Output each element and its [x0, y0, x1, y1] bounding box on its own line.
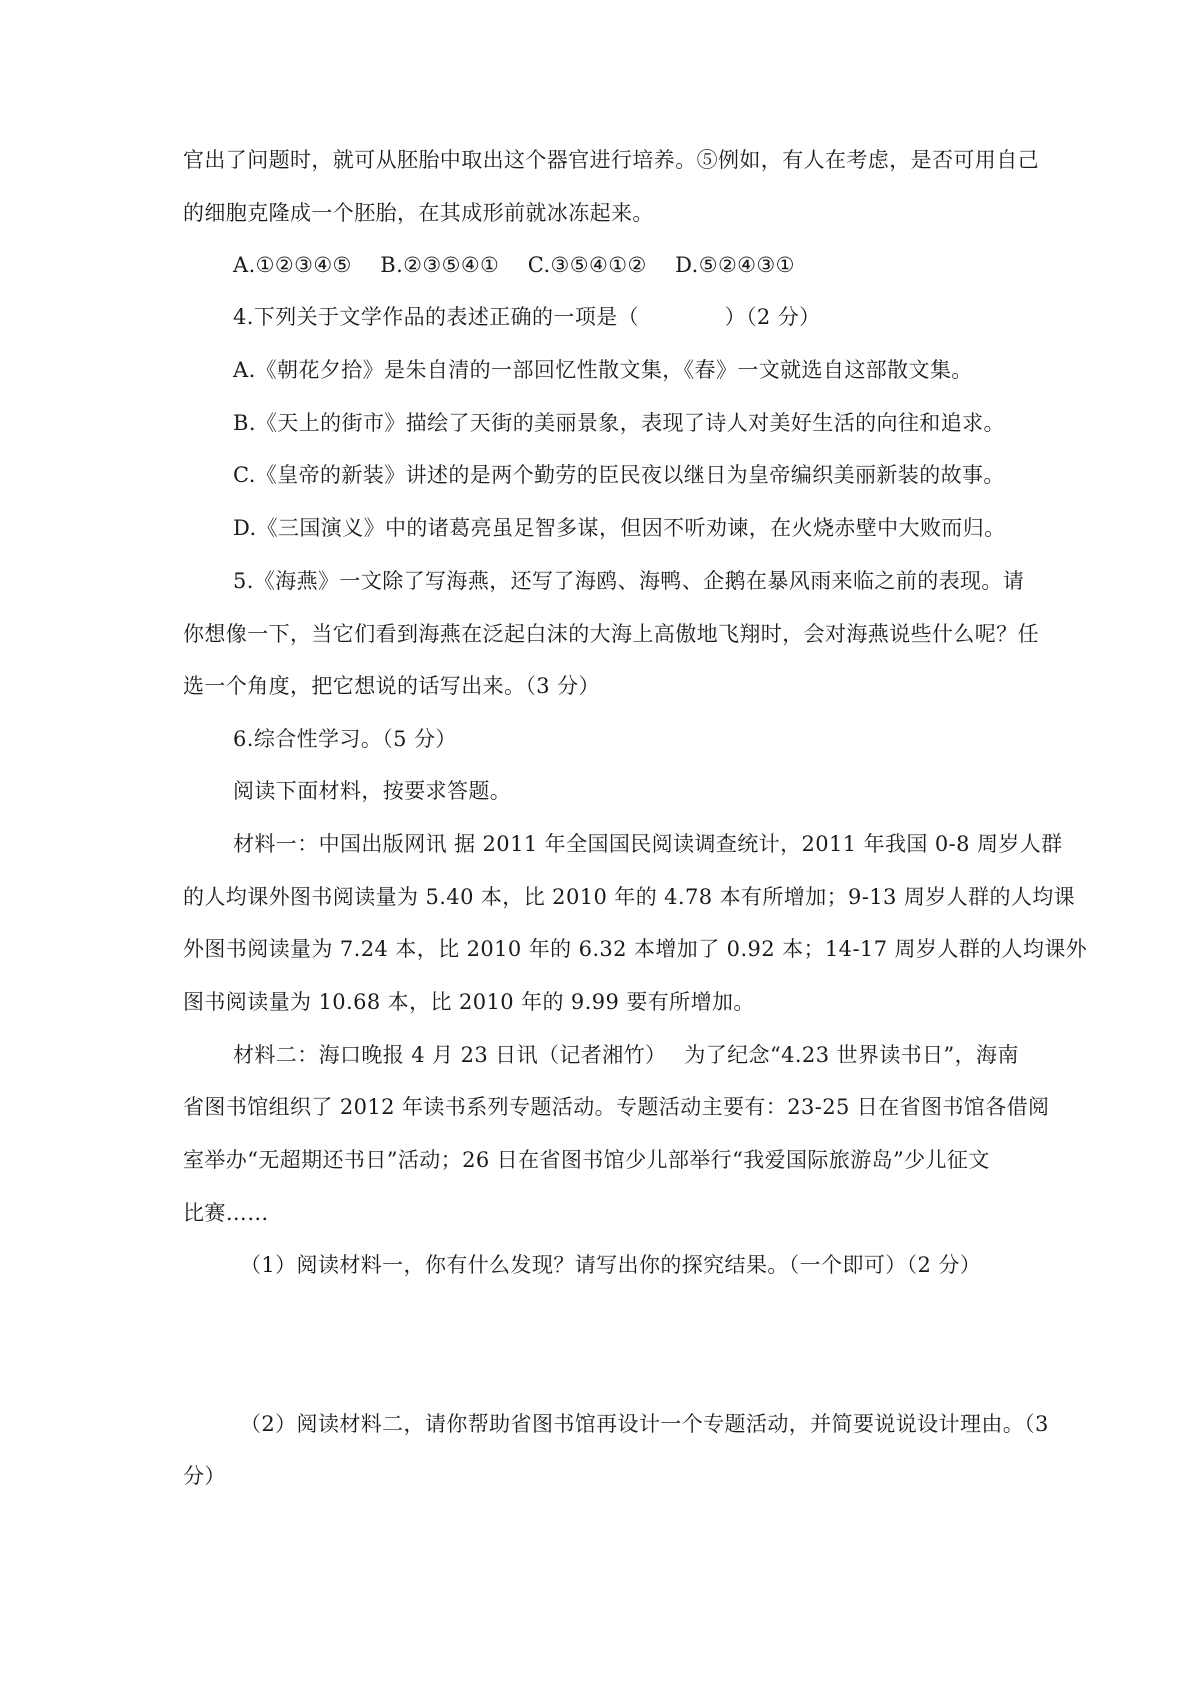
answer-options: A.①②③④⑤ B.②③⑤④① C.③⑤④①② D.⑤②④③① — [233, 253, 795, 277]
text-line: 室举办“无超期还书日”活动；26 日在省图书馆少儿部举行“我爱国际旅游岛”少儿征文 — [183, 1148, 990, 1172]
question-4: 4.下列关于文学作品的表述正确的一项是（ ）（2 分） — [233, 305, 821, 329]
option-a: A.《朝花夕拾》是朱自清的一部回忆性散文集，《春》一文就选自这部散文集。 — [233, 358, 973, 382]
text-line: 省图书馆组织了 2012 年读书系列专题活动。专题活动主要有：23-25 日在省图书馆各借阅 — [183, 1095, 1050, 1119]
text-line: 你想像一下，当它们看到海燕在泛起白沫的大海上高傲地飞翔时，会对海燕说些什么呢？任 — [183, 622, 1039, 646]
text-line: 分） — [183, 1464, 226, 1488]
option-c: C.《皇帝的新装》讲述的是两个勤劳的臣民夜以继日为皇帝编织美丽新装的故事。 — [233, 463, 1005, 487]
text-line: 的人均课外图书阅读量为 5.40 本，比 2010 年的 4.78 本有所增加；9-13 周岁人群的人均课 — [183, 885, 1076, 909]
text-line: 比赛…… — [183, 1201, 269, 1225]
instruction: 阅读下面材料，按要求答题。 — [233, 779, 512, 803]
material-one: 材料一：中国出版网讯 据 2011 年全国国民阅读调查统计，2011 年我国 0-8 周岁人群 — [233, 832, 1063, 856]
text-line: 官出了问题时，就可从胚胎中取出这个器官进行培养。⑤例如，有人在考虑，是否可用自己 — [183, 148, 1039, 172]
option-b: B.《天上的街市》描绘了天街的美丽景象，表现了诗人对美好生活的向往和追求。 — [233, 411, 1005, 435]
text-line: 选一个角度，把它想说的话写出来。（3 分） — [183, 674, 600, 698]
sub-question-2: （2）阅读材料二，请你帮助省图书馆再设计一个专题活动，并简要说说设计理由。（3 — [240, 1412, 1049, 1436]
sub-question-1: （1）阅读材料一，你有什么发现？请写出你的探究结果。（一个即可）（2 分） — [240, 1253, 982, 1277]
text-line: 图书阅读量为 10.68 本，比 2010 年的 9.99 要有所增加。 — [183, 990, 755, 1014]
question-5: 5.《海燕》一文除了写海燕，还写了海鸥、海鸭、企鹅在暴风雨来临之前的表现。请 — [233, 569, 1025, 593]
question-6: 6.综合性学习。（5 分） — [233, 727, 457, 751]
text-line: 的细胞克隆成一个胚胎，在其成形前就冰冻起来。 — [183, 201, 654, 225]
text-line: 外图书阅读量为 7.24 本，比 2010 年的 6.32 本增加了 0.92 本；14-17 周岁人群的人均课外 — [183, 937, 1088, 961]
option-d: D.《三国演义》中的诸葛亮虽足智多谋，但因不听劝谏，在火烧赤壁中大败而归。 — [233, 516, 1006, 540]
material-two: 材料二：海口晚报 4 月 23 日讯（记者湘竹） 为了纪念“4.23 世界读书日”，海南 — [233, 1043, 1019, 1067]
